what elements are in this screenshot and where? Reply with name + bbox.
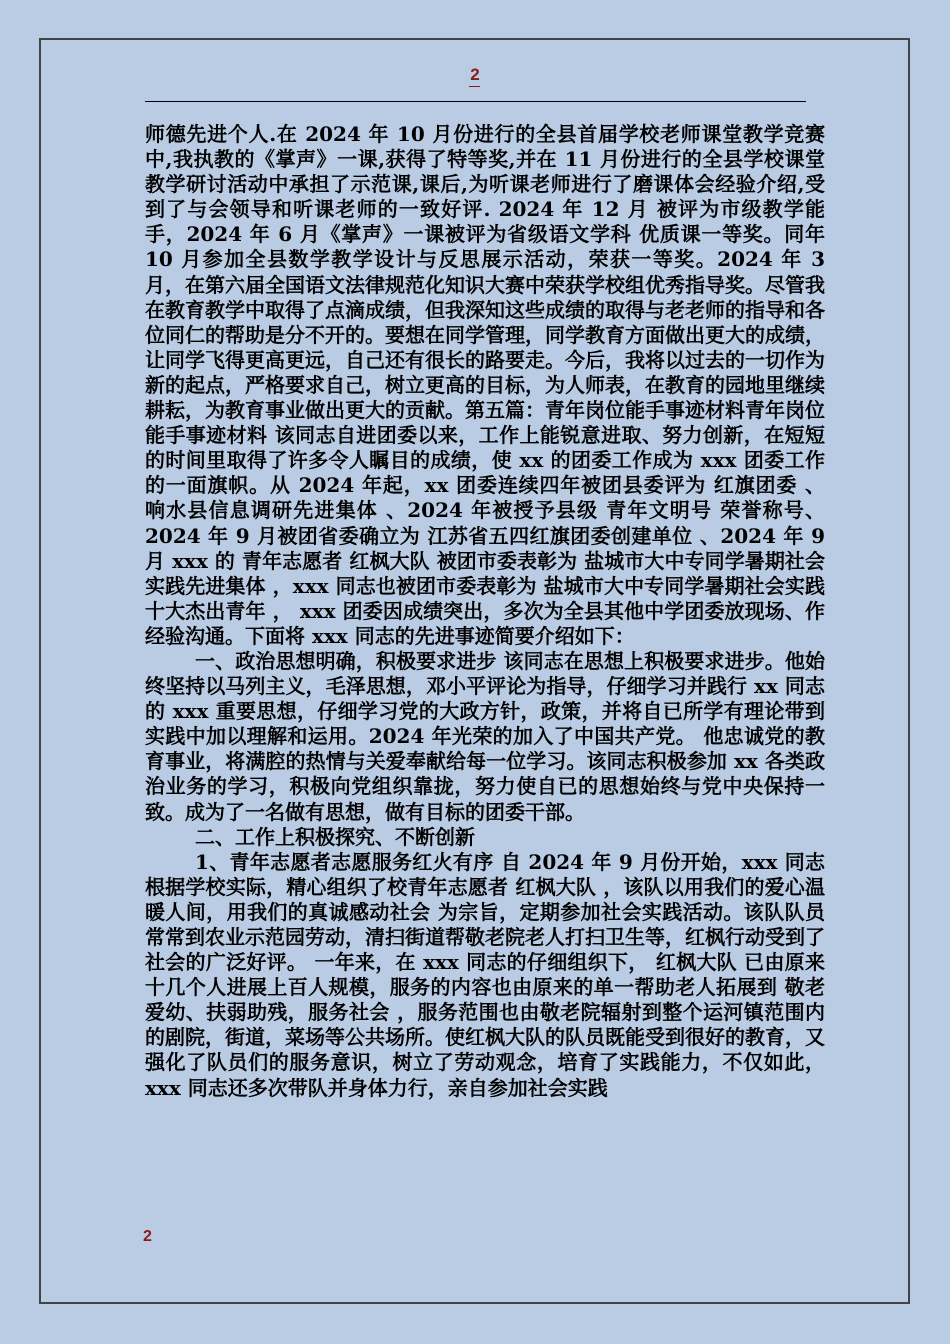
section-heading: 二、工作上积极探究、不断创新	[195, 824, 475, 849]
paragraph: 一、政治思想明确，积极要求进步 该同志在思想上积极要求进步。他始终坚持以马列主义，毛泽思想，邓小平评论为指导，仔细学习并践行 xx 同志的 xxx 重要思想，仔细学习党的大政方针，政策，并将自已所学有理论带到实践中加以理解和运用。2024 年光荣的加入了中国共产党。 他忠诚党的教育事业，将满腔的热情与关爱奉献给每一位学习。该同志积极参加 xx 各类政治业务的学习，积极向党组织靠拢，努力使自已的思想始终与党中央保持一致。成为了一名做有思想，做有目标的团委干部。	[145, 648, 825, 824]
page-number-footer: 2	[143, 1228, 152, 1245]
paragraph: 师德先进个人.在 2024 年 10 月份进行的全县首届学校老师课堂教学竞赛中,我执教的《掌声》一课,获得了特等奖,并在 11 月份进行的全县学校课堂教学研讨活动中承担了示范课,课后,为听课老师进行了磨课体会经验介绍,受到了与会领导和听课老师的一致好评. 2024 年 12 月 被评为市级教学能手，2024 年 6 月《掌声》一课被评为省级语文学科 优质课一等奖。同年 10 月参加全县数学教学设计与反思展示活动，荣获一等奖。2024 年 3 月，在第六届全国语文法律规范化知识大赛中荣获学校组优秀指导奖。尽管我在教育教学中取得了点滴成绩，但我深知这些成绩的取得与老老师的指导和各位同仁的帮助是分不开的。要想在同学管理，同学教育方面做出更大的成绩，让同学飞得更高更远，自己还有很长的路要走。今后，我将以过去的一切作为新的起点，严格要求自己，树立更高的目标，为人师表，在教育的园地里继续耕耘，为教育事业做出更大的贡献。第五篇：青年岗位能手事迹材料青年岗位能手事迹材料 该同志自进团委以来，工作上能锐意进取、努力创新，在短短的时间里取得了许多令人瞩目的成绩，使 xx 的团委工作成为 xxx 团委工作的一面旗帜。从 2024 年起，xx 团委连续四年被团县委评为 红旗团委 、 响水县信息调研先进集体 、2024 年被授予县级 青年文明号 荣誉称号、2024 年 9 月被团省委确立为 江苏省五四红旗团委创建单位 、2024 年 9 月 xxx 的 青年志愿者 红枫大队 被团市委表彰为 盐城市大中专同学暑期社会实践先进集体 ，xxx 同志也被团市委表彰为 盐城市大中专同学暑期社会实践十大杰出青年 ， xxx 团委因成绩突出，多次为全县其他中学团委放现场、作经验沟通。下面将 xxx 同志的先进事迹简要介绍如下：	[145, 122, 825, 648]
page-number-underline	[469, 86, 480, 87]
document-body	[145, 122, 825, 1101]
paragraph: 1、青年志愿者志愿服务红火有序 自 2024 年 9 月份开始，xxx 同志根据学校实际，精心组织了校青年志愿者 红枫大队 ，该队以用我们的爱心温暖人间，用我们的真诚感动社会 为宗旨，定期参加社会实践活动。该队队员常常到农业示范园劳动，清扫街道帮敬老院老人打扫卫生等，红枫行动受到了社会的广泛好评。 一年来，在 xxx 同志的仔细组织下， 红枫大队 已由原来十几个人进展上百人规模，服务的内容也由原来的单一帮助老人拓展到 敬老爱幼、扶弱助残，服务社会 ，服务范围也由敬老院辐射到整个运河镇范围内的剧院，街道，菜场等公共场所。使红枫大队的队员既能受到很好的教育，又强化了队员们的服务意识，树立了劳动观念，培育了实践能力，不仅如此，xxx 同志还多次带队并身体力行，亲自参加社会实践	[145, 849, 825, 1100]
page-number-header: 2	[470, 65, 480, 84]
header-rule	[145, 101, 806, 102]
